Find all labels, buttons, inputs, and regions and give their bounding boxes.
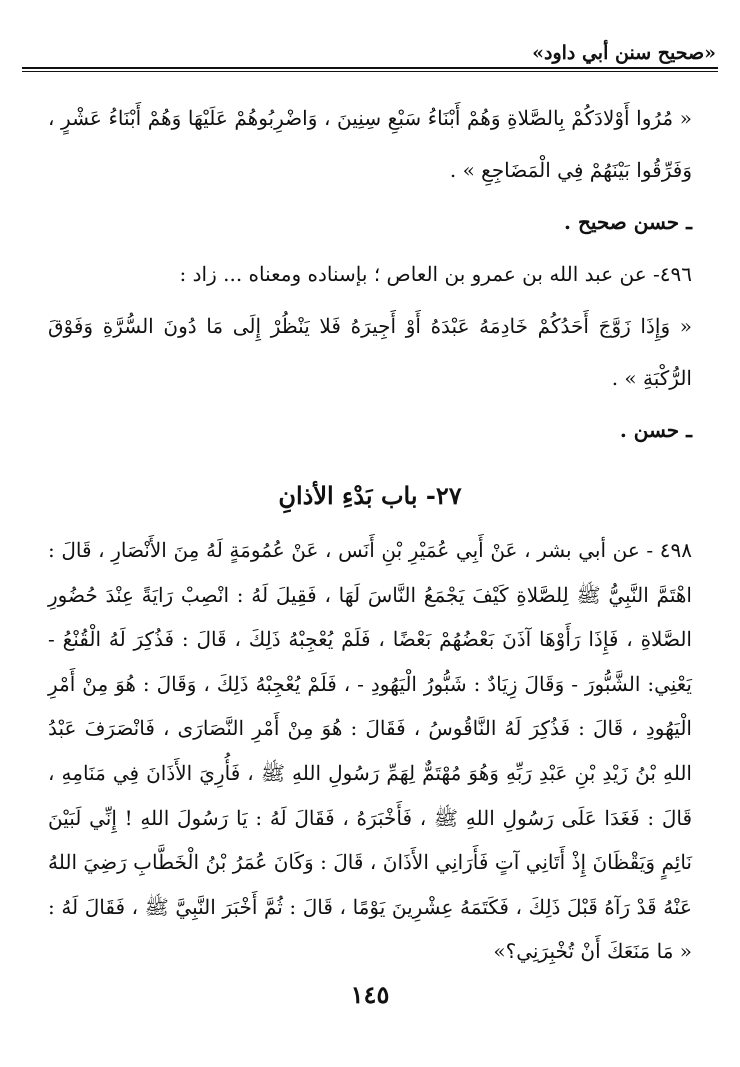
page-body xyxy=(48,92,692,974)
header-divider xyxy=(22,67,718,72)
running-header xyxy=(22,28,718,68)
book-title: «صحيح سنن أبي داود» xyxy=(532,42,716,64)
hadith-text-continued: « مُرُوا أَوْلادَكُمْ بِالصَّلاةِ وَهُمْ أَبْنَاءُ سَبْعِ سِنِينَ ، وَاضْرِبُوهُمْ عَلَيْهَا وَهُمْ أَبْنَاءُ عَشْرٍ ، وَفَرِّقُوا بَيْنَهُمْ فِي الْمَضَاجِعِ » . xyxy=(48,106,692,182)
chapter-heading: ٢٧- باب بَدْءِ الأذانِ xyxy=(278,481,462,510)
grade-note: ـ حسن صحيح . xyxy=(564,210,692,234)
page-number: ١٤٥ xyxy=(350,980,390,1009)
hadith-496-text: « وَإِذَا زَوَّجَ أَحَدُكُمْ خَادِمَهُ عَبْدَهُ أَوْ أَجِيرَهُ فَلا يَنْظُرْ إِلَى مَا دُونَ السُّرَّةِ وَفَوْقَ الرُّكْبَةِ » . xyxy=(48,314,692,390)
hadith-496-intro: ٤٩٦- عن عبد الله بن عمرو بن العاص ؛ بإسناده ومعناه ... زاد : xyxy=(179,262,692,286)
hadith-498-text: ٤٩٨ - عن أبي بشر ، عَنْ أَبِي عُمَيْرِ بْنِ أَنَس ، عَنْ عُمُومَةٍ لَهُ مِنَ الأَنْصَارِ ، قَالَ : اهْتَمَّ النَّبِيُّ ﷺ لِلصَّلاةِ كَيْفَ يَجْمَعُ النَّاسَ لَهَا ، فَقِيلَ لَهُ : انْصِبْ رَايَةً عِنْدَ حُضُورِ الصَّلاةِ ، فَإِذَا رَأَوْهَا آذَنَ بَعْضُهُمْ بَعْضًا ، فَلَمْ يُعْجِبْهُ ذَلِكَ ، قَالَ : فَذُكِرَ لَهُ الْقُنْعُ - يَعْنِي: الشَّبُّورَ - وَقَالَ زِيَادٌ : شَبُّورُ الْيَهُودِ - ، فَلَمْ يُعْجِبْهُ ذَلِكَ ، وَقَالَ : هُوَ مِنْ أَمْرِ الْيَهُودِ ، قَالَ : فَذُكِرَ لَهُ النَّاقُوسُ ، فَقَالَ : هُوَ مِنْ أَمْرِ النَّصَارَى ، فَانْصَرَفَ عَبْدُ اللهِ بْنُ زَيْدِ بْنِ عَبْدِ رَبِّهِ وَهُوَ مُهْتَمٌّ لِهَمِّ رَسُولِ اللهِ ﷺ ، فَأُرِيَ الأَذَانَ فِي مَنَامِهِ ، قَالَ : فَغَدَا عَلَى رَسُولِ اللهِ ﷺ ، فَأَخْبَرَهُ ، فَقَالَ لَهُ : يَا رَسُولَ اللهِ ! إِنِّي لَبَيْنَ نَائِمٍ وَيَقْظَانَ إِذْ أَتَانِي آتٍ فَأَرَانِي الأَذَانَ ، قَالَ : وَكَانَ عُمَرُ بْنُ الْخَطَّابِ رَضِيَ اللهُ عَنْهُ قَدْ رَآهُ قَبْلَ ذَلِكَ ، فَكَتَمَهُ عِشْرِينَ يَوْمًا ، قَالَ : ثُمَّ أَخْبَرَ النَّبِيَّ ﷺ ، فَقَالَ لَهُ : « مَا مَنَعَكَ أَنْ تُخْبِرَنِي؟» xyxy=(48,538,692,964)
grade-note: ـ حسن . xyxy=(619,418,692,442)
